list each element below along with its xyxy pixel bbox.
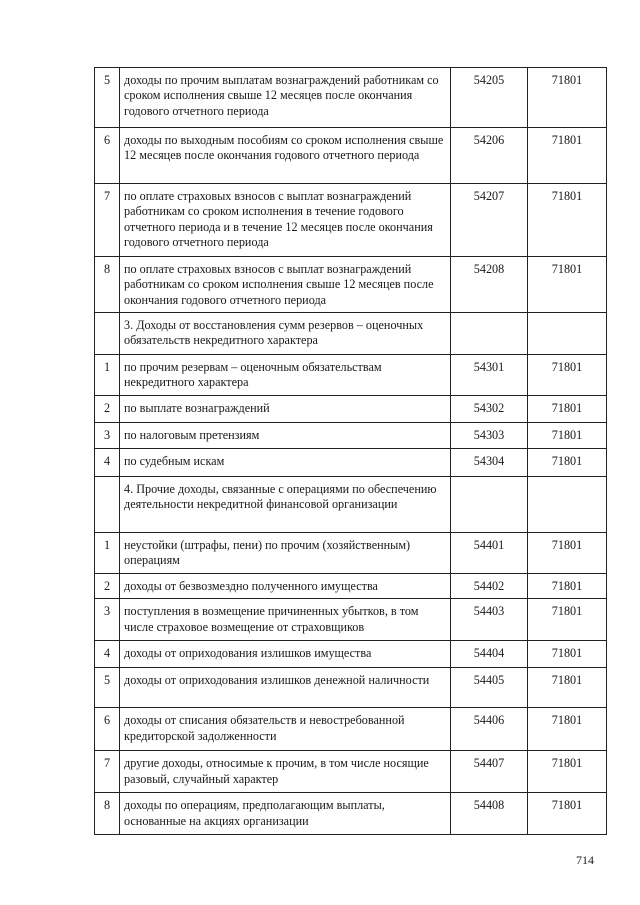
row-description: неустойки (штрафы, пени) по прочим (хозяйственным) операциям	[120, 533, 451, 574]
row-account: 71801	[528, 708, 607, 751]
table-row	[95, 708, 607, 751]
section-title: 4. Прочие доходы, связанные с операциями по обеспечению деятельности некредитной финансовой организации	[120, 477, 451, 533]
row-number: 6	[95, 128, 120, 184]
row-number	[95, 313, 120, 355]
row-number: 6	[95, 708, 120, 751]
row-description: доходы по выходным пособиям со сроком исполнения свыше 12 месяцев после окончания годового отчетного периода	[120, 128, 451, 184]
row-code	[451, 313, 528, 355]
table-row	[95, 68, 607, 128]
row-account	[528, 313, 607, 355]
row-number: 1	[95, 355, 120, 396]
row-number: 3	[95, 423, 120, 449]
table-row	[95, 793, 607, 835]
row-code: 54302	[451, 396, 528, 423]
page-number: 714	[576, 853, 594, 867]
row-account: 71801	[528, 751, 607, 793]
table-row	[95, 396, 607, 423]
row-number: 5	[95, 668, 120, 708]
row-code: 54205	[451, 68, 528, 128]
row-account: 71801	[528, 533, 607, 574]
table-row	[95, 751, 607, 793]
row-number: 4	[95, 641, 120, 668]
row-description: по налоговым претензиям	[120, 423, 451, 449]
table-row	[95, 423, 607, 449]
row-account: 71801	[528, 574, 607, 599]
row-number: 3	[95, 599, 120, 641]
row-code: 54407	[451, 751, 528, 793]
table-row	[95, 533, 607, 574]
row-account: 71801	[528, 449, 607, 477]
row-description: по прочим резервам – оценочным обязательствам некредитного характера	[120, 355, 451, 396]
row-description: по судебным искам	[120, 449, 451, 477]
table-row	[95, 128, 607, 184]
row-description: доходы от безвозмездно полученного имущества	[120, 574, 451, 599]
table-row	[95, 355, 607, 396]
row-number: 5	[95, 68, 120, 128]
table-body	[95, 68, 607, 835]
table-row	[95, 668, 607, 708]
row-code: 54405	[451, 668, 528, 708]
row-code: 54408	[451, 793, 528, 835]
row-code: 54402	[451, 574, 528, 599]
row-code: 54404	[451, 641, 528, 668]
row-account: 71801	[528, 668, 607, 708]
accounts-table	[94, 67, 607, 835]
section-header-row	[95, 313, 607, 355]
table-row	[95, 184, 607, 257]
row-number: 2	[95, 396, 120, 423]
row-code: 54304	[451, 449, 528, 477]
table-row	[95, 599, 607, 641]
row-code: 54403	[451, 599, 528, 641]
row-description: по оплате страховых взносов с выплат вознаграждений работникам со сроком исполнения в течение годового отчетного периода и в течение 12 месяцев после окончания годового отчетного периода	[120, 184, 451, 257]
row-number: 2	[95, 574, 120, 599]
row-description: другие доходы, относимые к прочим, в том числе носящие разовый, случайный характер	[120, 751, 451, 793]
row-account: 71801	[528, 641, 607, 668]
row-code: 54406	[451, 708, 528, 751]
row-account: 71801	[528, 257, 607, 313]
table-row	[95, 574, 607, 599]
table-row	[95, 641, 607, 668]
row-description: доходы от оприходования излишков имущества	[120, 641, 451, 668]
row-account: 71801	[528, 355, 607, 396]
row-code: 54301	[451, 355, 528, 396]
section-header-row	[95, 477, 607, 533]
row-account: 71801	[528, 68, 607, 128]
row-account: 71801	[528, 599, 607, 641]
row-account: 71801	[528, 184, 607, 257]
row-account: 71801	[528, 793, 607, 835]
row-number: 7	[95, 184, 120, 257]
row-number: 7	[95, 751, 120, 793]
row-account	[528, 477, 607, 533]
row-code: 54303	[451, 423, 528, 449]
row-description: доходы по операциям, предполагающим выплаты, основанные на акциях организации	[120, 793, 451, 835]
row-description: доходы по прочим выплатам вознаграждений работникам со сроком исполнения свыше 12 месяцев после окончания годового отчетного периода	[120, 68, 451, 128]
row-account: 71801	[528, 423, 607, 449]
row-number	[95, 477, 120, 533]
row-number: 1	[95, 533, 120, 574]
row-code	[451, 477, 528, 533]
row-description: доходы от оприходования излишков денежной наличности	[120, 668, 451, 708]
section-title: 3. Доходы от восстановления сумм резервов – оценочных обязательств некредитного характера	[120, 313, 451, 355]
row-description: поступления в возмещение причиненных убытков, в том числе страховое возмещение от страховщиков	[120, 599, 451, 641]
row-description: по оплате страховых взносов с выплат вознаграждений работникам со сроком исполнения свыше 12 месяцев после окончания годового отчетного периода	[120, 257, 451, 313]
table-row	[95, 449, 607, 477]
row-code: 54208	[451, 257, 528, 313]
row-description: по выплате вознаграждений	[120, 396, 451, 423]
row-account: 71801	[528, 128, 607, 184]
table-row	[95, 257, 607, 313]
row-code: 54401	[451, 533, 528, 574]
row-code: 54207	[451, 184, 528, 257]
row-number: 8	[95, 257, 120, 313]
row-number: 8	[95, 793, 120, 835]
row-code: 54206	[451, 128, 528, 184]
row-account: 71801	[528, 396, 607, 423]
row-description: доходы от списания обязательств и невостребованной кредиторской задолженности	[120, 708, 451, 751]
row-number: 4	[95, 449, 120, 477]
